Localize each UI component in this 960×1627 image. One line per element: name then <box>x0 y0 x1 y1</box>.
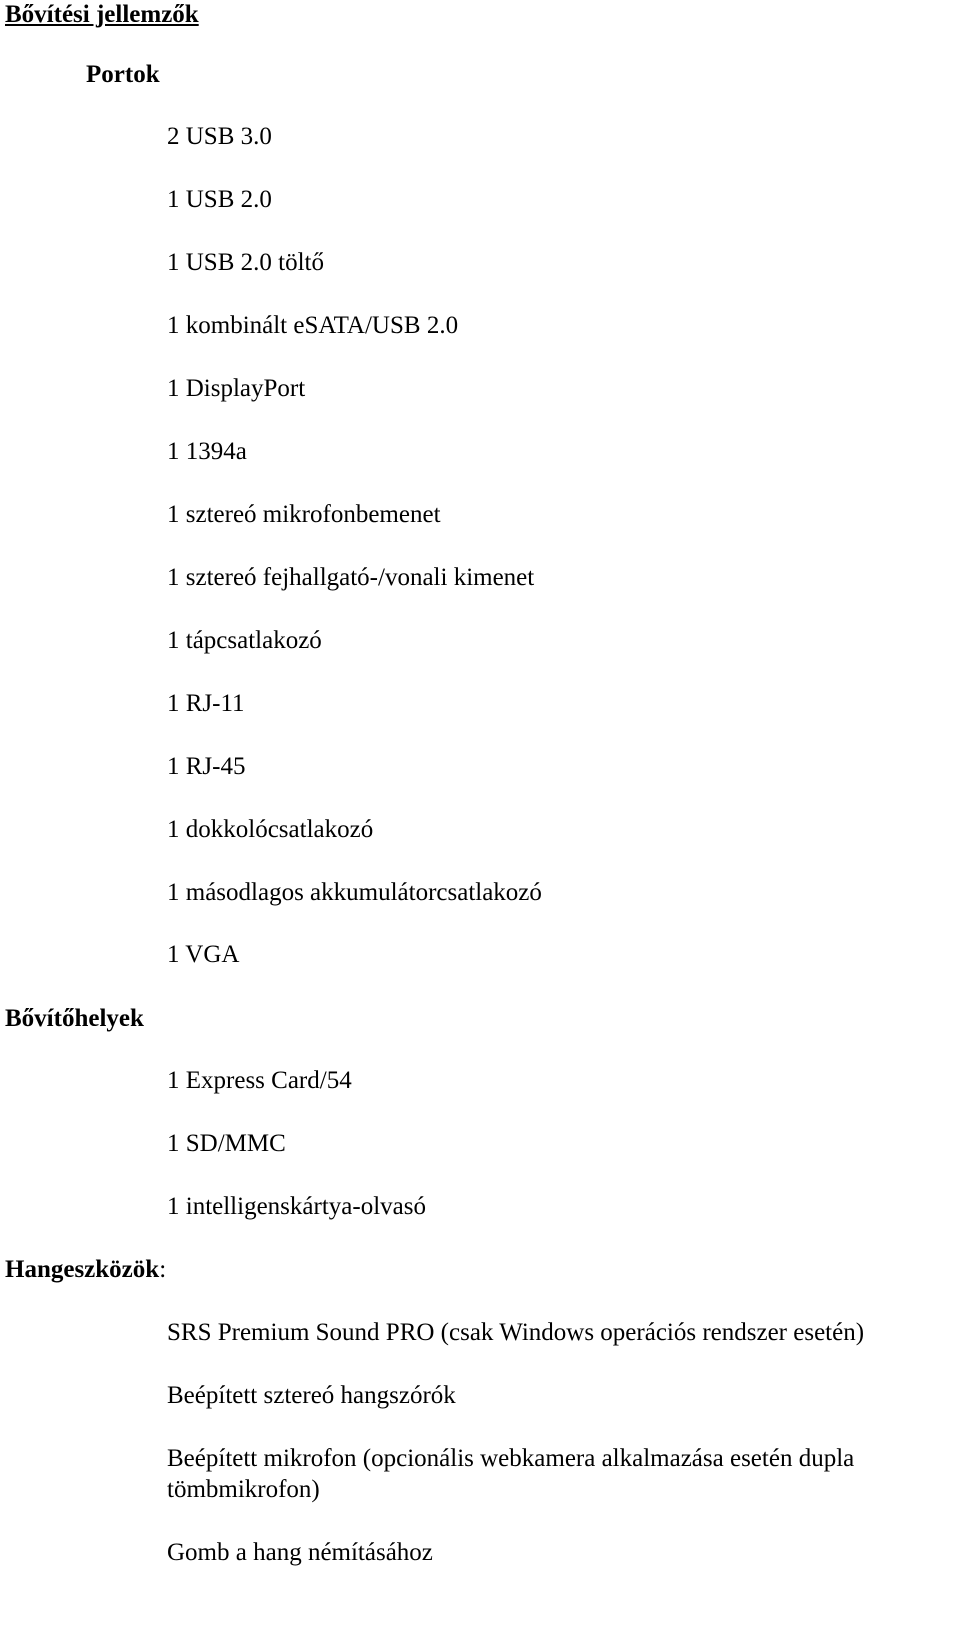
list-item: 1 Express Card/54 <box>167 1067 352 1094</box>
list-item: 1 DisplayPort <box>167 375 306 402</box>
list-item: 1 sztereó mikrofonbemenet <box>167 501 441 528</box>
list-item: 1 RJ-11 <box>167 690 245 717</box>
list-item: 2 USB 3.0 <box>167 123 272 150</box>
list-item: 1 kombinált eSATA/USB 2.0 <box>167 312 459 339</box>
list-item: 1 intelligenskártya-olvasó <box>167 1193 426 1220</box>
list-item: Gomb a hang némításához <box>167 1539 433 1566</box>
list-item: 1 sztereó fejhallgató-/vonali kimenet <box>167 564 535 591</box>
section-heading-hangeszkozok <box>5 1255 166 1285</box>
list-item: Beépített mikrofon (opcionális webkamera alkalmazása esetén dupla tömbmikrofon) <box>167 1445 855 1503</box>
list-item: Beépített sztereó hangszórók <box>167 1382 456 1409</box>
section-heading-bovitohelyek: Bővítőhelyek <box>5 1005 144 1032</box>
list-item: 1 USB 2.0 töltő <box>167 249 324 276</box>
list-item: 1 USB 2.0 <box>167 186 272 213</box>
list-item: 1 VGA <box>167 941 240 968</box>
list-item: 1 RJ-45 <box>167 753 246 780</box>
list-item: 1 SD/MMC <box>167 1130 286 1157</box>
list-item: 1 1394a <box>167 438 247 465</box>
list-item: 1 dokkolócsatlakozó <box>167 816 374 843</box>
document-title: Bővítési jellemzők <box>5 1 199 28</box>
section-heading-text: Hangeszközök <box>5 1256 160 1283</box>
section-heading-portok: Portok <box>86 61 160 88</box>
section-heading-colon: : <box>159 1256 167 1283</box>
list-item: SRS Premium Sound PRO (csak Windows operációs rendszer esetén) <box>167 1319 865 1346</box>
list-item: 1 másodlagos akkumulátorcsatlakozó <box>167 879 542 906</box>
list-item: 1 tápcsatlakozó <box>167 627 322 654</box>
